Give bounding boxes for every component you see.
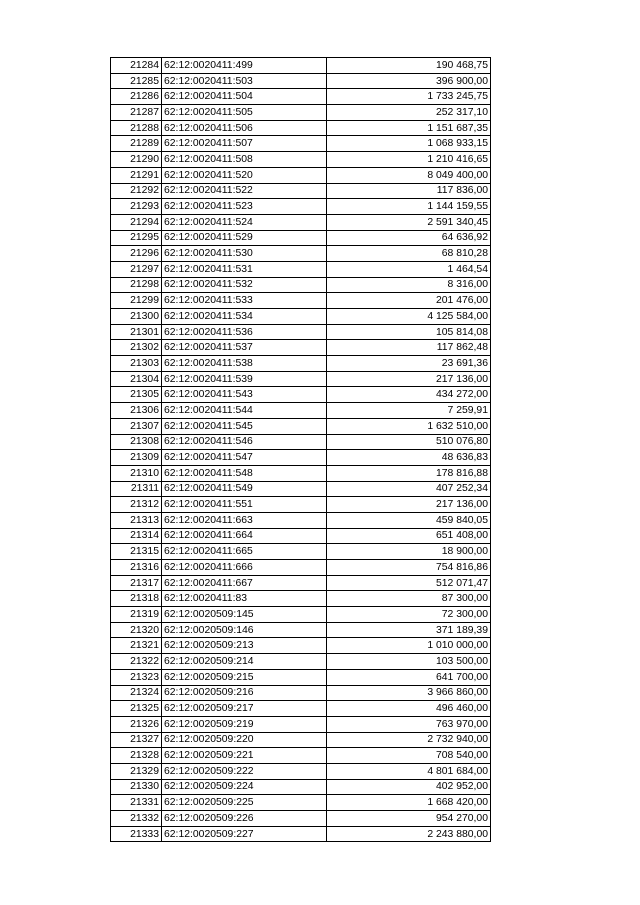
cadastral-value-cell: 434 272,00 [327, 387, 491, 403]
cadastral-number-cell: 62:12:0020411:666 [162, 560, 327, 576]
table-row [111, 544, 491, 560]
cadastral-number-cell: 62:12:0020509:145 [162, 607, 327, 623]
table-row [111, 497, 491, 513]
row-number-cell: 21289 [111, 136, 162, 152]
cadastral-value-cell: 117 862,48 [327, 340, 491, 356]
table-row [111, 136, 491, 152]
cadastral-number-cell: 62:12:0020411:536 [162, 324, 327, 340]
table-row [111, 340, 491, 356]
row-number-cell: 21320 [111, 622, 162, 638]
cadastral-value-cell: 87 300,00 [327, 591, 491, 607]
cadastral-number-cell: 62:12:0020509:220 [162, 732, 327, 748]
row-number-cell: 21291 [111, 167, 162, 183]
row-number-cell: 21304 [111, 371, 162, 387]
row-number-cell: 21313 [111, 512, 162, 528]
table-row [111, 434, 491, 450]
cadastral-value-cell: 3 966 860,00 [327, 685, 491, 701]
cadastral-number-cell: 62:12:0020411:503 [162, 73, 327, 89]
cadastral-number-cell: 62:12:0020411:537 [162, 340, 327, 356]
cadastral-value-cell: 496 460,00 [327, 701, 491, 717]
cadastral-value-cell: 1 144 159,55 [327, 199, 491, 215]
row-number-cell: 21302 [111, 340, 162, 356]
row-number-cell: 21324 [111, 685, 162, 701]
cadastral-value-cell: 8 049 400,00 [327, 167, 491, 183]
row-number-cell: 21305 [111, 387, 162, 403]
cadastral-value-cell: 512 071,47 [327, 575, 491, 591]
table-row [111, 246, 491, 262]
table-row [111, 512, 491, 528]
cadastral-value-cell: 105 814,08 [327, 324, 491, 340]
row-number-cell: 21315 [111, 544, 162, 560]
table-row [111, 826, 491, 842]
table-row [111, 309, 491, 325]
cadastral-number-cell: 62:12:0020509:226 [162, 811, 327, 827]
table-row [111, 811, 491, 827]
cadastral-value-cell: 64 636,92 [327, 230, 491, 246]
cadastral-value-table [110, 57, 491, 842]
row-number-cell: 21298 [111, 277, 162, 293]
cadastral-value-cell: 1 464,54 [327, 261, 491, 277]
table-row [111, 371, 491, 387]
row-number-cell: 21288 [111, 120, 162, 136]
row-number-cell: 21310 [111, 465, 162, 481]
row-number-cell: 21290 [111, 152, 162, 168]
cadastral-number-cell: 62:12:0020411:663 [162, 512, 327, 528]
cadastral-value-cell: 68 810,28 [327, 246, 491, 262]
cadastral-number-cell: 62:12:0020509:227 [162, 826, 327, 842]
table-row [111, 654, 491, 670]
cadastral-value-cell: 1 068 933,15 [327, 136, 491, 152]
table-row [111, 560, 491, 576]
row-number-cell: 21285 [111, 73, 162, 89]
cadastral-value-cell: 2 243 880,00 [327, 826, 491, 842]
row-number-cell: 21321 [111, 638, 162, 654]
row-number-cell: 21297 [111, 261, 162, 277]
row-number-cell: 21333 [111, 826, 162, 842]
cadastral-number-cell: 62:12:0020509:225 [162, 795, 327, 811]
cadastral-number-cell: 62:12:0020509:214 [162, 654, 327, 670]
row-number-cell: 21326 [111, 716, 162, 732]
row-number-cell: 21284 [111, 58, 162, 74]
table-row [111, 152, 491, 168]
cadastral-number-cell: 62:12:0020411:529 [162, 230, 327, 246]
row-number-cell: 21325 [111, 701, 162, 717]
table-row [111, 293, 491, 309]
table-row [111, 387, 491, 403]
table-row [111, 214, 491, 230]
cadastral-value-cell: 1 151 687,35 [327, 120, 491, 136]
row-number-cell: 21292 [111, 183, 162, 199]
table-row [111, 763, 491, 779]
cadastral-number-cell: 62:12:0020411:667 [162, 575, 327, 591]
row-number-cell: 21303 [111, 356, 162, 372]
table-row [111, 356, 491, 372]
cadastral-value-cell: 4 125 584,00 [327, 309, 491, 325]
cadastral-value-cell: 1 010 000,00 [327, 638, 491, 654]
row-number-cell: 21327 [111, 732, 162, 748]
row-number-cell: 21330 [111, 779, 162, 795]
row-number-cell: 21300 [111, 309, 162, 325]
cadastral-number-cell: 62:12:0020411:522 [162, 183, 327, 199]
table-row [111, 73, 491, 89]
cadastral-number-cell: 62:12:0020411:548 [162, 465, 327, 481]
cadastral-number-cell: 62:12:0020509:224 [162, 779, 327, 795]
cadastral-value-cell: 48 636,83 [327, 450, 491, 466]
row-number-cell: 21309 [111, 450, 162, 466]
cadastral-value-cell: 217 136,00 [327, 371, 491, 387]
row-number-cell: 21312 [111, 497, 162, 513]
cadastral-value-cell: 201 476,00 [327, 293, 491, 309]
table-row [111, 167, 491, 183]
cadastral-number-cell: 62:12:0020509:219 [162, 716, 327, 732]
cadastral-number-cell: 62:12:0020411:532 [162, 277, 327, 293]
cadastral-value-cell: 1 632 510,00 [327, 418, 491, 434]
cadastral-value-cell: 252 317,10 [327, 105, 491, 121]
table-row [111, 748, 491, 764]
cadastral-number-cell: 62:12:0020411:83 [162, 591, 327, 607]
cadastral-number-cell: 62:12:0020509:222 [162, 763, 327, 779]
cadastral-number-cell: 62:12:0020509:221 [162, 748, 327, 764]
cadastral-number-cell: 62:12:0020411:505 [162, 105, 327, 121]
cadastral-number-cell: 62:12:0020411:539 [162, 371, 327, 387]
cadastral-value-cell: 1 733 245,75 [327, 89, 491, 105]
cadastral-value-cell: 1 668 420,00 [327, 795, 491, 811]
table-row [111, 465, 491, 481]
cadastral-value-cell: 371 189,39 [327, 622, 491, 638]
row-number-cell: 21329 [111, 763, 162, 779]
row-number-cell: 21328 [111, 748, 162, 764]
table-row [111, 591, 491, 607]
cadastral-value-cell: 396 900,00 [327, 73, 491, 89]
cadastral-value-cell: 2 732 940,00 [327, 732, 491, 748]
table-row [111, 716, 491, 732]
cadastral-value-cell: 190 468,75 [327, 58, 491, 74]
cadastral-value-cell: 402 952,00 [327, 779, 491, 795]
table-row [111, 779, 491, 795]
cadastral-value-cell: 217 136,00 [327, 497, 491, 513]
row-number-cell: 21296 [111, 246, 162, 262]
cadastral-number-cell: 62:12:0020509:216 [162, 685, 327, 701]
table-row [111, 58, 491, 74]
table-row [111, 732, 491, 748]
cadastral-number-cell: 62:12:0020411:533 [162, 293, 327, 309]
cadastral-value-cell: 72 300,00 [327, 607, 491, 623]
row-number-cell: 21295 [111, 230, 162, 246]
table-row [111, 685, 491, 701]
cadastral-number-cell: 62:12:0020411:549 [162, 481, 327, 497]
cadastral-value-cell: 117 836,00 [327, 183, 491, 199]
cadastral-number-cell: 62:12:0020411:504 [162, 89, 327, 105]
row-number-cell: 21314 [111, 528, 162, 544]
cadastral-value-cell: 459 840,05 [327, 512, 491, 528]
cadastral-value-cell: 754 816,86 [327, 560, 491, 576]
row-number-cell: 21319 [111, 607, 162, 623]
row-number-cell: 21306 [111, 403, 162, 419]
cadastral-value-cell: 1 210 416,65 [327, 152, 491, 168]
cadastral-number-cell: 62:12:0020509:217 [162, 701, 327, 717]
cadastral-number-cell: 62:12:0020411:499 [162, 58, 327, 74]
cadastral-number-cell: 62:12:0020411:551 [162, 497, 327, 513]
cadastral-number-cell: 62:12:0020411:546 [162, 434, 327, 450]
cadastral-number-cell: 62:12:0020411:547 [162, 450, 327, 466]
table-row [111, 607, 491, 623]
table-body [111, 58, 491, 842]
cadastral-value-cell: 954 270,00 [327, 811, 491, 827]
row-number-cell: 21318 [111, 591, 162, 607]
cadastral-value-cell: 651 408,00 [327, 528, 491, 544]
cadastral-value-cell: 7 259,91 [327, 403, 491, 419]
row-number-cell: 21299 [111, 293, 162, 309]
table-row [111, 575, 491, 591]
cadastral-number-cell: 62:12:0020411:543 [162, 387, 327, 403]
table-row [111, 324, 491, 340]
cadastral-number-cell: 62:12:0020411:508 [162, 152, 327, 168]
table-row [111, 481, 491, 497]
cadastral-number-cell: 62:12:0020411:544 [162, 403, 327, 419]
row-number-cell: 21307 [111, 418, 162, 434]
cadastral-value-cell: 103 500,00 [327, 654, 491, 670]
cadastral-value-cell: 2 591 340,45 [327, 214, 491, 230]
cadastral-number-cell: 62:12:0020509:215 [162, 669, 327, 685]
table-row [111, 277, 491, 293]
cadastral-number-cell: 62:12:0020411:530 [162, 246, 327, 262]
cadastral-number-cell: 62:12:0020411:538 [162, 356, 327, 372]
row-number-cell: 21287 [111, 105, 162, 121]
cadastral-value-cell: 23 691,36 [327, 356, 491, 372]
cadastral-value-cell: 708 540,00 [327, 748, 491, 764]
cadastral-value-cell: 4 801 684,00 [327, 763, 491, 779]
table-row [111, 795, 491, 811]
table-row [111, 230, 491, 246]
row-number-cell: 21286 [111, 89, 162, 105]
table-row [111, 638, 491, 654]
cadastral-value-cell: 641 700,00 [327, 669, 491, 685]
cadastral-number-cell: 62:12:0020411:664 [162, 528, 327, 544]
table-row [111, 105, 491, 121]
cadastral-value-cell: 510 076,80 [327, 434, 491, 450]
cadastral-number-cell: 62:12:0020411:523 [162, 199, 327, 215]
cadastral-number-cell: 62:12:0020411:524 [162, 214, 327, 230]
cadastral-number-cell: 62:12:0020411:520 [162, 167, 327, 183]
table-row [111, 669, 491, 685]
table-row [111, 403, 491, 419]
cadastral-number-cell: 62:12:0020509:146 [162, 622, 327, 638]
row-number-cell: 21331 [111, 795, 162, 811]
table-row [111, 199, 491, 215]
row-number-cell: 21317 [111, 575, 162, 591]
row-number-cell: 21294 [111, 214, 162, 230]
cadastral-number-cell: 62:12:0020411:545 [162, 418, 327, 434]
cadastral-value-cell: 407 252,34 [327, 481, 491, 497]
table-row [111, 120, 491, 136]
cadastral-value-cell: 178 816,88 [327, 465, 491, 481]
row-number-cell: 21323 [111, 669, 162, 685]
table-row [111, 701, 491, 717]
row-number-cell: 21308 [111, 434, 162, 450]
cadastral-number-cell: 62:12:0020411:534 [162, 309, 327, 325]
row-number-cell: 21311 [111, 481, 162, 497]
table-row [111, 528, 491, 544]
row-number-cell: 21293 [111, 199, 162, 215]
row-number-cell: 21316 [111, 560, 162, 576]
cadastral-value-cell: 8 316,00 [327, 277, 491, 293]
cadastral-number-cell: 62:12:0020411:665 [162, 544, 327, 560]
cadastral-number-cell: 62:12:0020411:507 [162, 136, 327, 152]
table-row [111, 418, 491, 434]
table-row [111, 261, 491, 277]
cadastral-number-cell: 62:12:0020411:506 [162, 120, 327, 136]
cadastral-value-cell: 763 970,00 [327, 716, 491, 732]
table-row [111, 622, 491, 638]
row-number-cell: 21301 [111, 324, 162, 340]
cadastral-value-cell: 18 900,00 [327, 544, 491, 560]
row-number-cell: 21332 [111, 811, 162, 827]
table-row [111, 183, 491, 199]
table-row [111, 450, 491, 466]
table-row [111, 89, 491, 105]
row-number-cell: 21322 [111, 654, 162, 670]
cadastral-number-cell: 62:12:0020509:213 [162, 638, 327, 654]
cadastral-number-cell: 62:12:0020411:531 [162, 261, 327, 277]
